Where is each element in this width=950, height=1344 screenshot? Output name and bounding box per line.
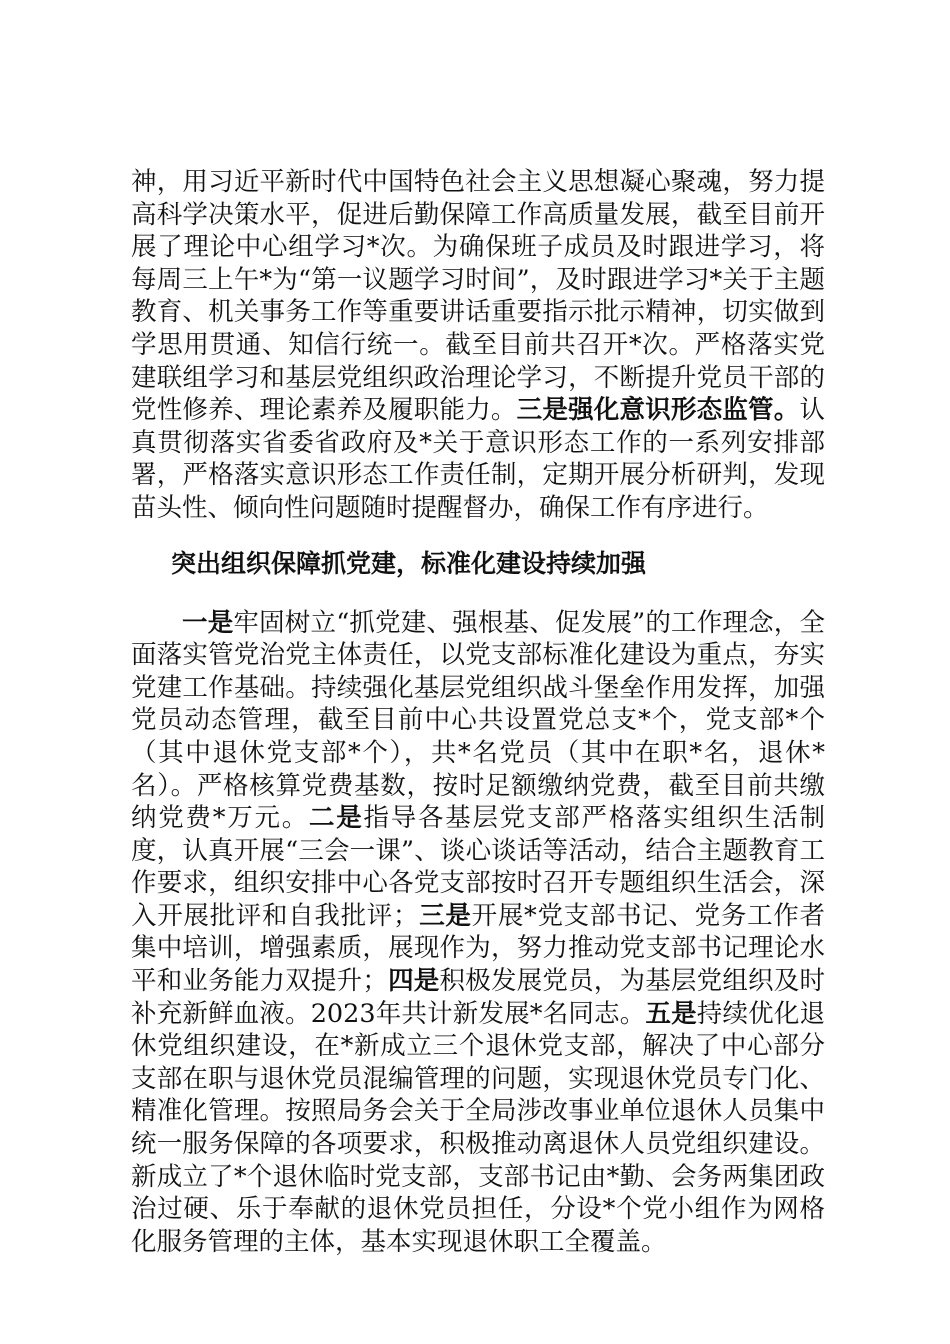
lead-5: 五是 <box>645 998 697 1029</box>
text-1: 牢固树立“抓党建、强根基、促发展”的工作理念，全面落实管党治党主体责任，以党支部标准化建设为重点，夯实党建工作基础。持续强化基层党组织战斗堡垒作用发挥，加强党员动态管理，截至目前中心共设置党总支*个，党支部*个（其中退休党支部*个），共*名党员（其中在职*名，退休*名）。严格核算党费基数，按时足额缴纳党费，截至目前共缴纳党费*万元。 <box>131 607 825 834</box>
paragraph-1-text-b: 认真贯彻落实省委省政府及*关于意识形态工作的一系列安排部署，严格落实意识形态工作责任制，定期开展分析研判，发现苗头性、倾向性问题随时提醒督办，确保工作有序进行。 <box>131 395 825 523</box>
text-3: 开展*党支部书记、党务工作者集中培训，增强素质，展现作为，努力推动党支部书记理论水平和业务能力双提升； <box>131 900 825 997</box>
lead-1: 一是 <box>182 607 234 638</box>
text-5: 持续优化退休党组织建设，在*新成立三个退休党支部，解决了中心部分支部在职与退休党员混编管理的问题，实现退休党员专门化、精准化管理。按照局务会关于全局涉改事业单位退休人员集中统一服务保障的各项要求，积极推动离退休人员党组织建设。新成立了*个退休临时党支部，支部书记由*勤、会务两集团政治过硬、乐于奉献的退休党员担任，分设*个党小组作为网格化服务管理的主体，基本实现退休职工全覆盖。 <box>131 998 825 1257</box>
text-4: 积极发展党员，为基层党组织及时补充新鲜血液。2023年共计新发展*名同志。 <box>131 966 825 1029</box>
text-2: 指导各基层党支部严格落实组织生活制度，认真开展“三会一课”、谈心谈话等活动，结合主题教育工作要求，组织安排中心各党支部按时召开专题组织生活会，深入开展批评和自我批评； <box>131 803 825 931</box>
lead-2: 二是 <box>309 803 364 834</box>
section-heading: 突出组织保障抓党建，标准化建设持续加强 <box>171 548 647 578</box>
lead-4: 四是 <box>387 966 440 997</box>
paragraph-1-text-a: 神，用习近平新时代中国特色社会主义思想凝心聚魂，努力提高科学决策水平，促进后勤保障工作高质量发展，截至目前开展了理论中心组学习*次。为确保班子成员及时跟进学习，将每周三上午*为“第一议题学习时间”，及时跟进学习*关于主题教育、机关事务工作等重要讲话重要指示批示精神，切实做到学思用贯通、知信行统一。截至目前共召开*次。严格落实党建联组学习和基层党组织政治理论学习，不断提升党员干部的党性修养、理论素养及履职能力。 <box>131 167 825 426</box>
lead-3: 三是 <box>418 900 472 931</box>
paragraph-1-bold-lead: 三是强化意识形态监管。 <box>516 395 800 426</box>
body-paragraph-2 <box>131 607 825 1259</box>
document-page <box>131 166 825 1258</box>
body-paragraph-1 <box>131 166 825 525</box>
